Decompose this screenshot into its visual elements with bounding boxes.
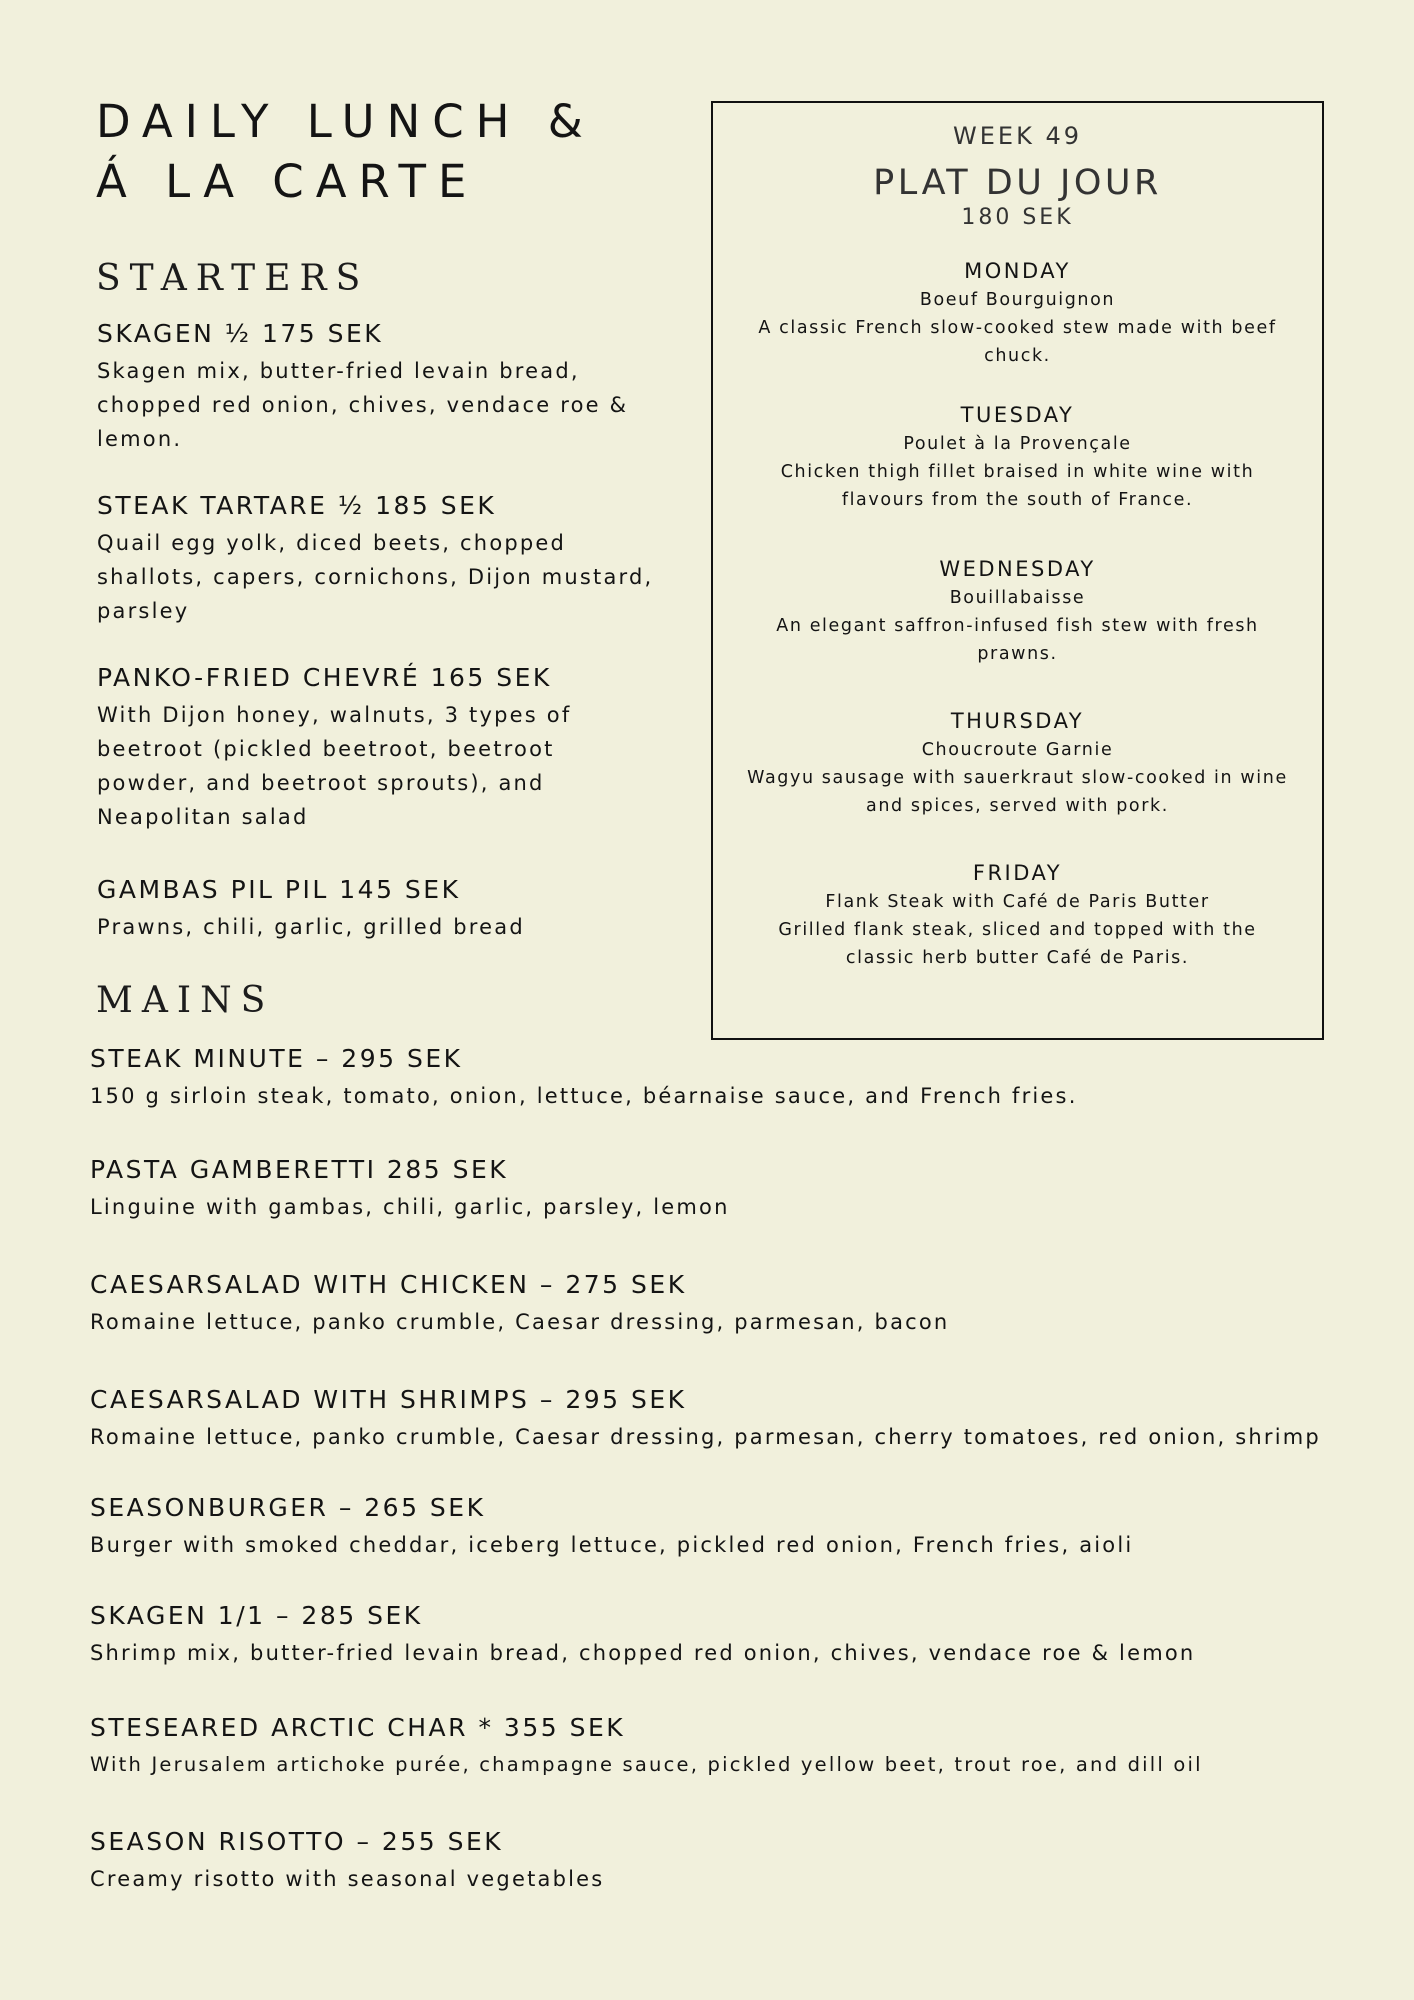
- weekday-dish: Choucroute Garnie: [921, 740, 1114, 760]
- plat-du-jour-title: PLAT DU JOUR: [873, 163, 1162, 203]
- weekday-name: FRIDAY: [972, 861, 1063, 885]
- menu-item-description: Creamy risotto with seasonal vegetables: [90, 1867, 605, 1891]
- weekday-dish-description: Grilled flank steak, sliced and topped with the classic herb butter Café de Paris.: [778, 920, 1257, 968]
- weekday-list: [713, 256, 1322, 972]
- menu-item-description: Quail egg yolk, diced beets, chopped shallots, capers, cornichons, Dijon mustard, parsley: [97, 531, 654, 623]
- menu-item: [97, 318, 657, 456]
- weekday-dish-description: A classic French slow-cooked stew made with beef chuck.: [758, 318, 1277, 366]
- starters-list: [97, 318, 657, 978]
- menu-item: [90, 1043, 1330, 1113]
- menu-item: [97, 874, 657, 944]
- week-label: WEEK 49: [953, 122, 1082, 150]
- menu-item: [97, 662, 657, 834]
- menu-item-description: Romaine lettuce, panko crumble, Caesar dressing, parmesan, bacon: [90, 1310, 950, 1334]
- weekday-name: THURSDAY: [950, 709, 1085, 733]
- menu-item: [90, 1600, 1330, 1670]
- weekday-dish: Bouillabaisse: [949, 588, 1086, 608]
- starters-heading: STARTERS: [96, 258, 370, 299]
- menu-item: [97, 490, 657, 628]
- menu-item-description: With Dijon honey, walnuts, 3 types of beetroot (pickled beetroot, beetroot powder, and beetroot sprouts), and Neapolitan salad: [97, 703, 572, 829]
- weekday-item: [713, 706, 1322, 820]
- plat-du-jour-box: [711, 101, 1324, 1040]
- weekday-item: [713, 400, 1322, 514]
- menu-item: [90, 1826, 1330, 1896]
- menu-title: [96, 92, 595, 212]
- weekday-dish: Flank Steak with Café de Paris Butter: [825, 892, 1210, 912]
- weekday-name: WEDNESDAY: [939, 557, 1096, 581]
- menu-item-name: CAESARSALAD WITH SHRIMPS – 295 SEK: [90, 1385, 687, 1414]
- menu-item: [90, 1492, 1330, 1562]
- menu-item-description: Burger with smoked cheddar, iceberg lettuce, pickled red onion, French fries, aioli: [90, 1533, 1134, 1557]
- menu-item: [90, 1712, 1330, 1782]
- menu-item-description: Skagen mix, butter-fried levain bread, chopped red onion, chives, vendace roe & lemon.: [97, 359, 629, 451]
- menu-item-name: GAMBAS PIL PIL 145 SEK: [97, 875, 461, 904]
- weekday-name: TUESDAY: [960, 403, 1075, 427]
- weekday-item: [713, 858, 1322, 972]
- menu-item-name: PANKO-FRIED CHEVRÉ 165 SEK: [97, 663, 552, 692]
- mains-heading: MAINS: [96, 980, 275, 1021]
- menu-item-description: Shrimp mix, butter-fried levain bread, chopped red onion, chives, vendace roe & lemon: [90, 1641, 1196, 1665]
- weekday-dish: Poulet à la Provençale: [903, 434, 1132, 454]
- weekday-item: [713, 554, 1322, 668]
- menu-item-name: PASTA GAMBERETTI 285 SEK: [90, 1155, 509, 1184]
- weekday-dish-description: An elegant saffron-infused fish stew with fresh prawns.: [776, 616, 1259, 664]
- menu-item-description: With Jerusalem artichoke purée, champagne sauce, pickled yellow beet, trout roe, and dill oil: [90, 1753, 1203, 1776]
- menu-item-description: Romaine lettuce, panko crumble, Caesar dressing, parmesan, cherry tomatoes, red onion, shrimp: [90, 1425, 1321, 1449]
- menu-item-name: STEAK TARTARE ½ 185 SEK: [97, 491, 497, 520]
- menu-item: [90, 1269, 1330, 1339]
- menu-item-name: STESEARED ARCTIC CHAR * 355 SEK: [90, 1713, 626, 1742]
- menu-item-description: Linguine with gambas, chili, garlic, parsley, lemon: [90, 1195, 730, 1219]
- menu-item-name: SEASONBURGER – 265 SEK: [90, 1493, 486, 1522]
- weekday-item: [713, 256, 1322, 370]
- weekday-dish-description: Wagyu sausage with sauerkraut slow-cooked in wine and spices, served with pork.: [747, 768, 1288, 816]
- weekday-dish: Boeuf Bourguignon: [919, 290, 1116, 310]
- mains-list: [90, 1043, 1330, 1937]
- menu-item-name: SKAGEN ½ 175 SEK: [97, 319, 384, 348]
- weekday-name: MONDAY: [964, 259, 1071, 283]
- menu-item-description: 150 g sirloin steak, tomato, onion, lettuce, béarnaise sauce, and French fries.: [90, 1084, 1078, 1108]
- menu-item-name: SKAGEN 1/1 – 285 SEK: [90, 1601, 423, 1630]
- menu-title-line-1: DAILY LUNCH &: [96, 95, 595, 148]
- menu-title-line-2: Á LA CARTE: [96, 155, 479, 208]
- menu-item: [90, 1154, 1330, 1224]
- menu-item: [90, 1384, 1330, 1454]
- menu-item-name: CAESARSALAD WITH CHICKEN – 275 SEK: [90, 1270, 687, 1299]
- menu-item-name: STEAK MINUTE – 295 SEK: [90, 1044, 463, 1073]
- menu-item-name: SEASON RISOTTO – 255 SEK: [90, 1827, 504, 1856]
- weekday-dish-description: Chicken thigh fillet braised in white wine with flavours from the south of France.: [780, 462, 1255, 510]
- plat-du-jour-price: 180 SEK: [961, 205, 1074, 230]
- menu-item-description: Prawns, chili, garlic, grilled bread: [97, 915, 525, 939]
